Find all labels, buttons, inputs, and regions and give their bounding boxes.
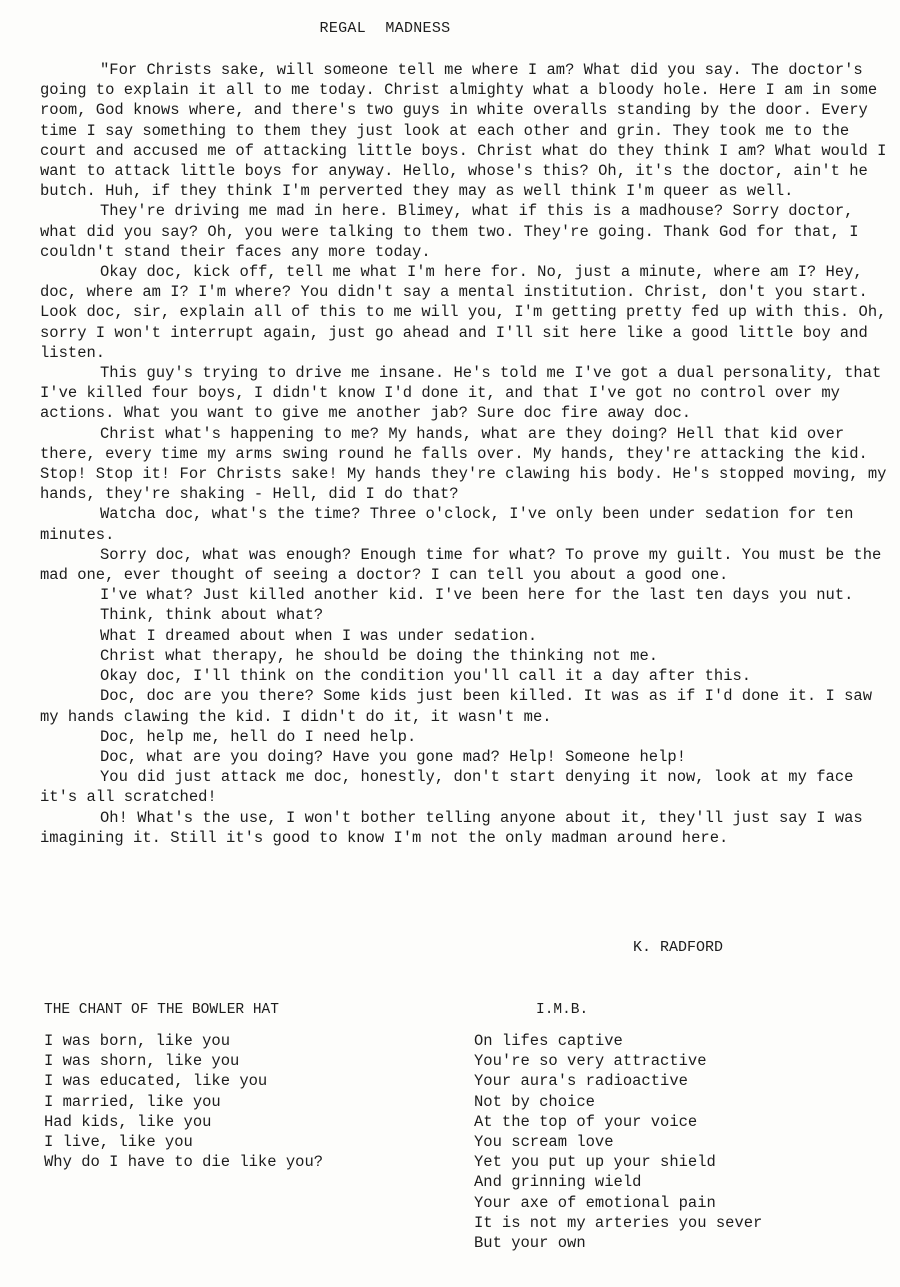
poem-line: You're so very attractive <box>474 1052 707 1071</box>
poem-line: I married, like you <box>44 1092 221 1111</box>
story-paragraph: Oh! What's the use, I won't bother telling anyone about it, they'll just say I was imagining it. Still it's good to know I'm not the only madman around here. <box>40 808 873 847</box>
story-paragraph: Christ what therapy, he should be doing the thinking not me. <box>100 646 659 665</box>
story-paragraph: Think, think about what? <box>100 606 324 625</box>
poem-line: I live, like you <box>44 1133 193 1152</box>
poem-line: Your axe of emotional pain <box>474 1193 716 1212</box>
poem-line: I was educated, like you <box>44 1072 268 1091</box>
story-paragraph: This guy's trying to drive me insane. He's told me I've got a dual personality, that I've killed four boys, I didn't know I'd done it, and that I've got no control over my actions. What you want to give me another jab? Sure doc fire away doc. <box>40 364 891 423</box>
story-paragraph: Doc, help me, hell do I need help. <box>100 727 417 746</box>
story-author: K. RADFORD <box>633 939 724 956</box>
poem-line: Had kids, like you <box>44 1112 212 1131</box>
story-paragraph: Okay doc, I'll think on the condition you'll call it a day after this. <box>100 667 752 686</box>
story-paragraph: What I dreamed about when I was under sedation. <box>100 626 538 645</box>
poem-line: At the top of your voice <box>474 1112 698 1131</box>
poem2-title: I.M.B. <box>536 1002 589 1018</box>
poem-line: I was born, like you <box>44 1032 231 1050</box>
poem-line: Yet you put up your shield <box>474 1153 716 1172</box>
story-body <box>40 60 895 848</box>
poem-line: Your aura's radioactive <box>474 1072 688 1091</box>
story-paragraph: I've what? Just killed another kid. I've been here for the last ten days you nut. <box>100 586 854 605</box>
poem1-title: THE CHANT OF THE BOWLER HAT <box>44 1002 279 1018</box>
poem-line: You scream love <box>474 1133 614 1152</box>
story-paragraph: They're driving me mad in here. Blimey, what if this is a madhouse? Sorry doctor, what did you say? Oh, you were talking to them two. They're going. Thank God for that, I couldn't stand their faces any more today. <box>40 202 868 261</box>
poem1-lines <box>44 1031 323 1172</box>
story-paragraph: Okay doc, kick off, tell me what I'm here for. No, just a minute, where am I? Hey, doc, where am I? I'm where? You didn't say a mental institution. Christ, don't you start. Look doc, sir, explain all of this to me will you, I'm getting pretty fed up with this. Oh, sorry I won't interrupt again, just go ahead and I'll sit here like a good little boy and listen. <box>40 263 896 362</box>
poem-line: I was shorn, like you <box>44 1052 240 1071</box>
poem-line: On lifes captive <box>474 1032 623 1050</box>
poem-line: But your own <box>474 1234 586 1253</box>
story-paragraph: Doc, what are you doing? Have you gone mad? Help! Someone help! <box>100 747 686 766</box>
story-paragraph: Watcha doc, what's the time? Three o'clock, I've only been under sedation for ten minutes. <box>40 505 863 544</box>
poem-line: Not by choice <box>474 1092 595 1111</box>
story-title: REGAL MADNESS <box>319 20 451 37</box>
poem2-lines <box>474 1031 762 1253</box>
story-paragraph: "For Christs sake, will someone tell me where I am? What did you say. The doctor's going to explain it all to me today. Christ almighty what a bloody hole. Here I am in some room, God knows where, and there's two guys in white overalls standing by the door. Every time I say something to them they just look at each other and grin. They took me to the court and accused me of attacking little boys. Christ what do they think I am? What would I want to attack little boys for anyway. Hello, whose's this? Oh, it's the doctor, ain't he butch. Huh, if they think I'm perverted they may as well think I'm queer as well. <box>40 61 896 201</box>
story-paragraph: Doc, doc are you there? Some kids just been killed. It was as if I'd done it. I saw my hands clawing the kid. I didn't do it, it wasn't me. <box>40 687 882 726</box>
poem-line: It is not my arteries you sever <box>474 1213 763 1232</box>
story-paragraph: You did just attack me doc, honestly, don't start denying it now, look at my face it's all scratched! <box>40 768 863 807</box>
story-paragraph: Sorry doc, what was enough? Enough time for what? To prove my guilt. You must be the mad one, ever thought of seeing a doctor? I can tell you about a good one. <box>40 545 891 585</box>
poem-line: Why do I have to die like you? <box>44 1153 324 1172</box>
poem-line: And grinning wield <box>474 1173 642 1192</box>
story-paragraph: Christ what's happening to me? My hands, what are they doing? Hell that kid over there, every time my arms swing round he falls over. My hands, they're attacking the kid. Stop! Stop it! For Christs sake! My hands they're clawing his body. He's stopped moving, my hands, they're shaking - Hell, did I do that? <box>40 424 896 504</box>
